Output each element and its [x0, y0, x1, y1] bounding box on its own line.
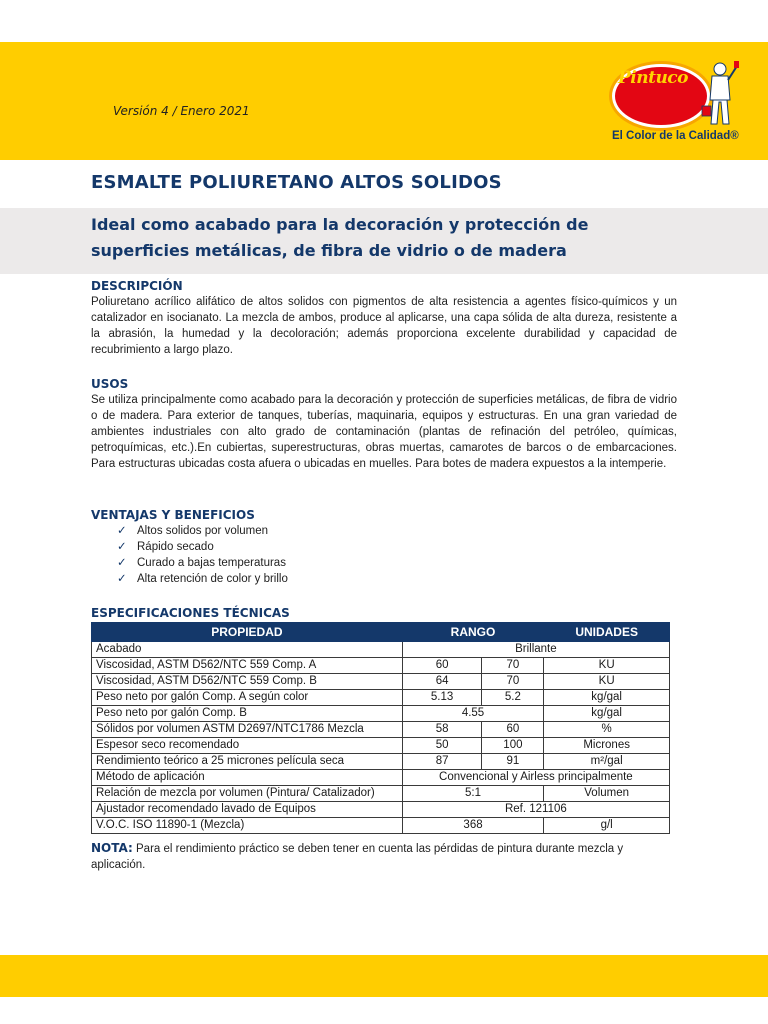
painter-figure-icon: [700, 60, 740, 128]
cell-valor: Convencional y Airless principalmente: [402, 770, 669, 786]
cell-propiedad: Ajustador recomendado lavado de Equipos: [92, 802, 403, 818]
checkmark-icon: ✓: [117, 573, 127, 585]
benefit-label: Rápido secado: [137, 541, 214, 553]
cell-unidad: kg/gal: [544, 690, 670, 706]
product-title: ESMALTE POLIURETANO ALTOS SOLIDOS: [91, 172, 502, 193]
cell-propiedad: Peso neto por galón Comp. B: [92, 706, 403, 722]
benefit-label: Curado a bajas temperaturas: [137, 557, 286, 569]
footer-band: [0, 955, 768, 997]
cell-unidad: g/l: [544, 818, 670, 834]
checkmark-icon: ✓: [117, 525, 127, 537]
cell-propiedad: Viscosidad, ASTM D562/NTC 559 Comp. A: [92, 658, 403, 674]
cell-min: 50: [402, 738, 482, 754]
table-row: [92, 802, 670, 818]
section-especificaciones: [91, 606, 677, 621]
checkmark-icon: ✓: [117, 541, 127, 553]
list-item: [117, 523, 677, 539]
cell-max: 70: [482, 674, 544, 690]
cell-unidad: KU: [544, 658, 670, 674]
cell-propiedad: Espesor seco recomendado: [92, 738, 403, 754]
product-subtitle: Ideal como acabado para la decoración y protección de superficies metálicas, de fibra de vidrio o de madera: [91, 215, 589, 260]
cell-propiedad: Método de aplicación: [92, 770, 403, 786]
table-row: [92, 738, 670, 754]
cell-rango: 5:1: [402, 786, 544, 802]
cell-propiedad: V.O.C. ISO 11890-1 (Mezcla): [92, 818, 403, 834]
table-row: [92, 706, 670, 722]
cell-max: 100: [482, 738, 544, 754]
table-row: [92, 754, 670, 770]
nota-label: NOTA:: [91, 841, 133, 855]
cell-max: 60: [482, 722, 544, 738]
list-item: [117, 539, 677, 555]
logo-text: Pintuco: [617, 68, 688, 88]
table-row: [92, 722, 670, 738]
table-row: [92, 642, 670, 658]
list-item: [117, 571, 677, 587]
cell-unidad: KU: [544, 674, 670, 690]
cell-propiedad: Rendimiento teórico a 25 micrones película seca: [92, 754, 403, 770]
table-row: [92, 770, 670, 786]
table-row: [92, 786, 670, 802]
section-usos: [91, 377, 677, 472]
table-row: [92, 658, 670, 674]
section-descripcion: [91, 279, 677, 358]
cell-min: 60: [402, 658, 482, 674]
especificaciones-heading: ESPECIFICACIONES TÉCNICAS: [91, 606, 290, 620]
cell-unidad: m²/gal: [544, 754, 670, 770]
cell-unidad: Micrones: [544, 738, 670, 754]
cell-propiedad: Relación de mezcla por volumen (Pintura/ Catalizador): [92, 786, 403, 802]
cell-max: 5.2: [482, 690, 544, 706]
table-header-row: [92, 623, 670, 642]
benefit-label: Altos solidos por volumen: [137, 525, 269, 537]
section-ventajas: [91, 508, 677, 587]
nota: [91, 840, 676, 873]
cell-rango: 4.55: [402, 706, 544, 722]
cell-min: 58: [402, 722, 482, 738]
descripcion-heading: DESCRIPCIÓN: [91, 279, 183, 293]
list-item: [117, 555, 677, 571]
checkmark-icon: ✓: [117, 557, 127, 569]
col-header-rango: RANGO: [402, 623, 544, 642]
cell-propiedad: Acabado: [92, 642, 403, 658]
cell-min: 64: [402, 674, 482, 690]
cell-propiedad: Peso neto por galón Comp. A según color: [92, 690, 403, 706]
nota-text: Para el rendimiento práctico se deben tener en cuenta las pérdidas de pintura durante mezcla y aplicación.: [91, 843, 624, 871]
table-row: [92, 690, 670, 706]
cell-unidad: Volumen: [544, 786, 670, 802]
col-header-propiedad: PROPIEDAD: [92, 623, 403, 642]
cell-min: 5.13: [402, 690, 482, 706]
descripcion-text: Poliuretano acrílico alifático de altos solidos con pigmentos de alta resistencia a agentes físico-químicos y un catalizador en isocianato. La mezcla de ambos, produce al aplicarse, una capa sólida de alta dureza, resistente a la abrasión, la humedad y la decoloración; además proporciona excelente durabilidad y capacidad de recubrimiento a largo plazo.: [91, 296, 677, 356]
usos-text: Se utiliza principalmente como acabado para la decoración y protección de superficies metálicas, de fibra de vidrio o de madera. Para exterior de tanques, tuberías, maquinaria, equipos y estructuras. En una gran variedad de ambientes industriales con alto grado de contaminación (plantas de refinación del petróleo, químicas, petroquímicas, etc.).En cubiertas, superestructuras, obras muertas, camarotes de barcos o de embarcaciones. Para estructuras ubicadas costa afuera o ubicadas en muelles. Para botes de madera expuestos a la intemperie.: [91, 394, 677, 470]
cell-max: 70: [482, 658, 544, 674]
table-row: [92, 674, 670, 690]
cell-valor: Brillante: [402, 642, 669, 658]
cell-propiedad: Sólidos por volumen ASTM D2697/NTC1786 Mezcla: [92, 722, 403, 738]
cell-unidad: kg/gal: [544, 706, 670, 722]
ventajas-heading: VENTAJAS Y BENEFICIOS: [91, 508, 255, 522]
benefit-label: Alta retención de color y brillo: [137, 573, 288, 585]
cell-unidad: %: [544, 722, 670, 738]
col-header-unidades: UNIDADES: [544, 623, 670, 642]
specs-table: [91, 622, 670, 834]
usos-heading: USOS: [91, 377, 129, 391]
table-row: [92, 818, 670, 834]
cell-min: 87: [402, 754, 482, 770]
cell-valor: Ref. 121106: [402, 802, 669, 818]
benefits-list: [91, 523, 677, 587]
version-label: Versión 4 / Enero 2021: [113, 104, 250, 118]
cell-propiedad: Viscosidad, ASTM D562/NTC 559 Comp. B: [92, 674, 403, 690]
slogan: El Color de la Calidad®: [612, 130, 739, 142]
cell-rango: 368: [402, 818, 544, 834]
cell-max: 91: [482, 754, 544, 770]
pintuco-logo: [604, 52, 754, 152]
